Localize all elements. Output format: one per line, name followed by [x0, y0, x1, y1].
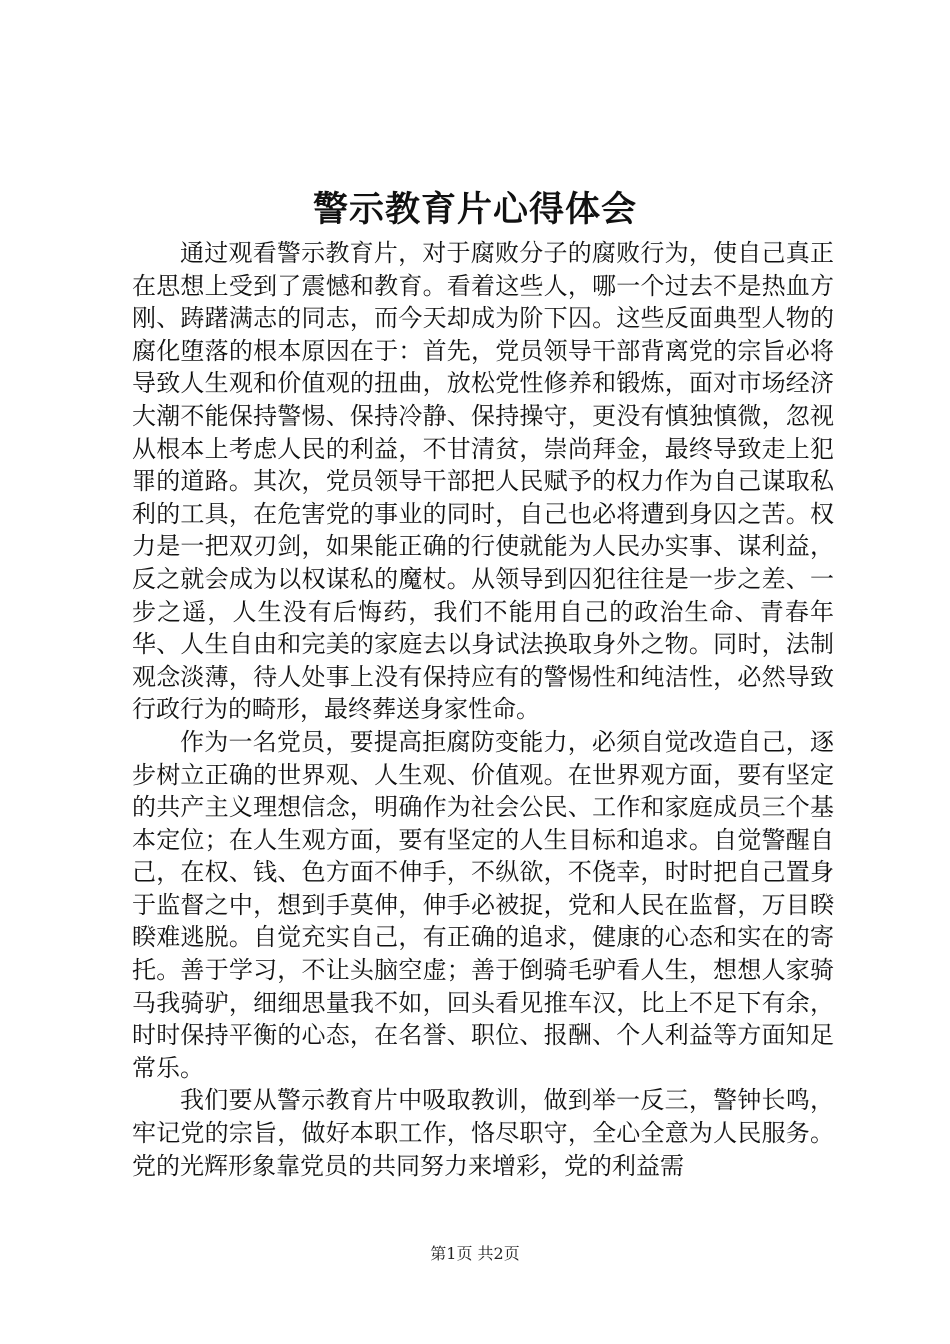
paragraph-3: 我们要从警示教育片中吸取教训，做到举一反三，警钟长鸣，牢记党的宗旨，做好本职工作，恪尽职守，全心全意为人民服务。党的光辉形象靠党员的共同努力来增彩，党的利益需: [132, 1086, 834, 1180]
document-body: [132, 237, 834, 1182]
document-title: 警示教育片心得体会: [312, 189, 637, 230]
paragraph-1: 通过观看警示教育片，对于腐败分子的腐败行为，使自己真正在思想上受到了震憾和教育。看着这些人，哪一个过去不是热血方刚、踌躇满志的同志，而今天却成为阶下囚。这些反面典型人物的腐化堕落的根本原因在于：首先，党员领导干部背离党的宗旨必将导致人生观和价值观的扭曲，放松党性修养和锻炼，面对市场经济大潮不能保持警惕、保持冷静、保持操守，更没有慎独慎微，忽视从根本上考虑人民的利益，不甘清贫，崇尚拜金，最终导致走上犯罪的道路。其次，党员领导干部把人民赋予的权力作为自己谋取私利的工具，在危害党的事业的同时，自己也必将遭到身囚之苦。权力是一把双刃剑，如果能正确的行使就能为人民办实事、谋利益，反之就会成为以权谋私的魔杖。从领导到囚犯往往是一步之差、一步之遥，人生没有后悔药，我们不能用自己的政治生命、青春年华、人生自由和完美的家庭去以身试法换取身外之物。同时，法制观念淡薄，待人处事上没有保持应有的警惕性和纯洁性，必然导致行政行为的畸形，最终葬送身家性命。: [132, 239, 834, 724]
paragraph-2: 作为一名党员，要提高拒腐防变能力，必须自觉改造自己，逐步树立正确的世界观、人生观、价值观。在世界观方面，要有坚定的共产主义理想信念，明确作为社会公民、工作和家庭成员三个基本定位；在人生观方面，要有坚定的人生目标和追求。自觉警醒自己，在权、钱、色方面不伸手，不纵欲，不侥幸，时时把自己置身于监督之中，想到手莫伸，伸手必被捉，党和人民在监督，万目睽睽难逃脱。自觉充实自己，有正确的追求，健康的心态和实在的寄托。善于学习，不让头脑空虚；善于倒骑毛驴看人生，想想人家骑马我骑驴，细细思量我不如，回头看见推车汉，比上不足下有余，时时保持平衡的心态，在名誉、职位、报酬、个人利益等方面知足常乐。: [132, 727, 834, 1082]
page-number-footer: 第1页 共2页: [430, 1244, 520, 1263]
